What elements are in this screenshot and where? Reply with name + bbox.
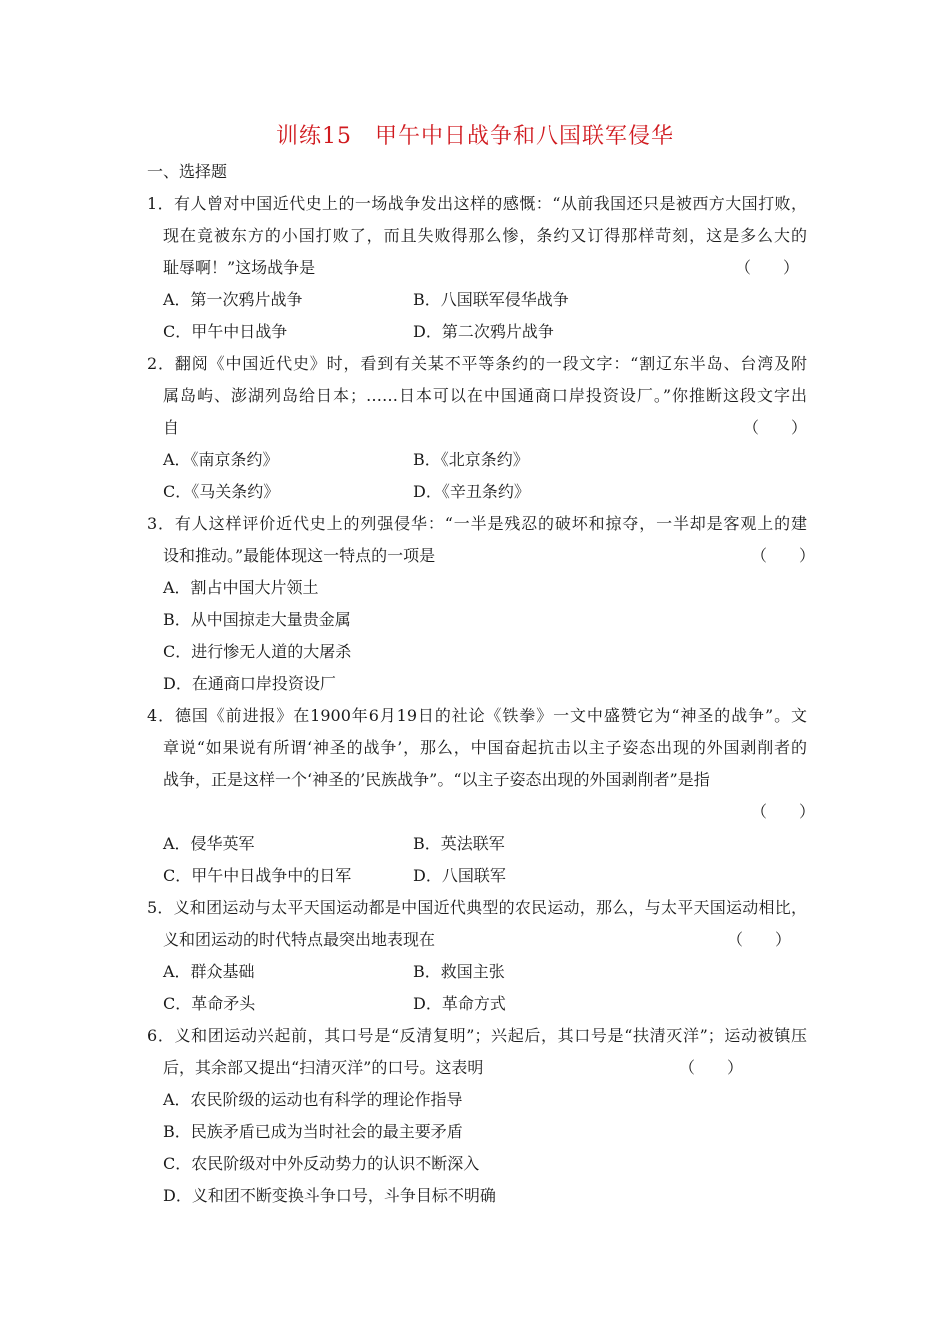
- question-6-option-a: A．农民阶级的运动也有科学的理论作指导: [163, 1090, 463, 1109]
- question-3-line-2: 设和推动。”最能体现这一特点的一项是: [163, 546, 436, 565]
- question-5-option-c: C．革命矛头: [163, 994, 256, 1013]
- section-heading: 一、选择题: [147, 162, 228, 181]
- question-3-option-c: C．进行惨无人道的大屠杀: [163, 642, 352, 661]
- question-5-line-2: 义和团运动的时代特点最突出地表现在: [163, 930, 436, 949]
- question-5-option-b: B．救国主张: [413, 962, 505, 981]
- question-5-line-1: 5．义和团运动与太平天国运动都是中国近代典型的农民运动，那么，与太平天国运动相比，: [147, 898, 807, 917]
- question-1-option-d: D．第二次鸦片战争: [413, 322, 554, 341]
- question-1-line-1: 1．有人曾对中国近代史上的一场战争发出这样的感慨：“从前我国还只是被西方大国打败，: [147, 194, 807, 213]
- question-3-option-d: D．在通商口岸投资设厂: [163, 674, 336, 693]
- question-6-line-2: 后，其余部又提出“扫清灭洋”的口号。这表明: [163, 1058, 484, 1077]
- question-4-option-a: A．侵华英军: [163, 834, 255, 853]
- question-4-line-3: 战争，正是这样一个‘神圣的’民族战争”。“以主子姿态出现的外国剥削者”是指: [163, 770, 710, 789]
- question-2-line-2: 属岛屿、澎湖列岛给日本；……日本可以在中国通商口岸投资设厂。”你推断这段文字出: [163, 386, 807, 405]
- question-2-option-d: D．《辛丑条约》: [413, 482, 530, 501]
- question-3-line-1: 3．有人这样评价近代史上的列强侵华：“一半是残忍的破坏和掠夺，一半却是客观上的建: [147, 514, 807, 533]
- question-1-line-3: 耻辱啊！”这场战争是: [163, 258, 316, 277]
- question-1-line-2: 现在竟被东方的小国打败了，而且失败得那么惨，条约又订得那样苛刻，这是多么大的: [163, 226, 807, 245]
- question-4-line-1: 4．德国《前进报》在1900年6月19日的社论《铁拳》一文中盛赞它为“神圣的战争”。文: [147, 706, 807, 725]
- page-title: 训练15 甲午中日战争和八国联军侵华: [276, 124, 674, 149]
- question-4-option-d: D．八国联军: [413, 866, 506, 885]
- answer-blank: （ ）: [735, 258, 800, 277]
- question-2-line-1: 2．翻阅《中国近代史》时，看到有关某不平等条约的一段文字：“割辽东半岛、台湾及附: [147, 354, 807, 373]
- question-4-option-c: C．甲午中日战争中的日军: [163, 866, 352, 885]
- question-1-option-c: C．甲午中日战争: [163, 322, 288, 341]
- question-2-option-c: C．《马关条约》: [163, 482, 280, 501]
- question-2-line-3: 自: [163, 418, 180, 437]
- question-6-line-1: 6．义和团运动兴起前，其口号是“反清复明”；兴起后，其口号是“扶清灭洋”；运动被镇压: [147, 1026, 807, 1045]
- question-2-option-a: A．《南京条约》: [163, 450, 279, 469]
- question-5-option-a: A．群众基础: [163, 962, 255, 981]
- answer-blank: （ ）: [743, 418, 808, 437]
- answer-blank: （ ）: [751, 802, 816, 821]
- question-1-option-b: B．八国联军侵华战争: [413, 290, 569, 309]
- question-4-line-2: 章说“如果说有所谓‘神圣的战争’，那么，中国奋起抗击以主子姿态出现的外国剥削者的: [163, 738, 807, 757]
- question-6-option-b: B．民族矛盾已成为当时社会的最主要矛盾: [163, 1122, 463, 1141]
- answer-blank: （ ）: [679, 1058, 744, 1077]
- answer-blank: （ ）: [727, 930, 792, 949]
- question-2-option-b: B．《北京条约》: [413, 450, 529, 469]
- question-6-option-c: C．农民阶级对中外反动势力的认识不断深入: [163, 1154, 480, 1173]
- question-3-option-a: A．割占中国大片领土: [163, 578, 319, 597]
- answer-blank: （ ）: [751, 546, 816, 565]
- question-1-option-a: A．第一次鸦片战争: [163, 290, 303, 309]
- question-5-option-d: D．革命方式: [413, 994, 506, 1013]
- question-6-option-d: D．义和团不断变换斗争口号，斗争目标不明确: [163, 1186, 496, 1205]
- question-4-option-b: B．英法联军: [413, 834, 505, 853]
- question-3-option-b: B．从中国掠走大量贵金属: [163, 610, 351, 629]
